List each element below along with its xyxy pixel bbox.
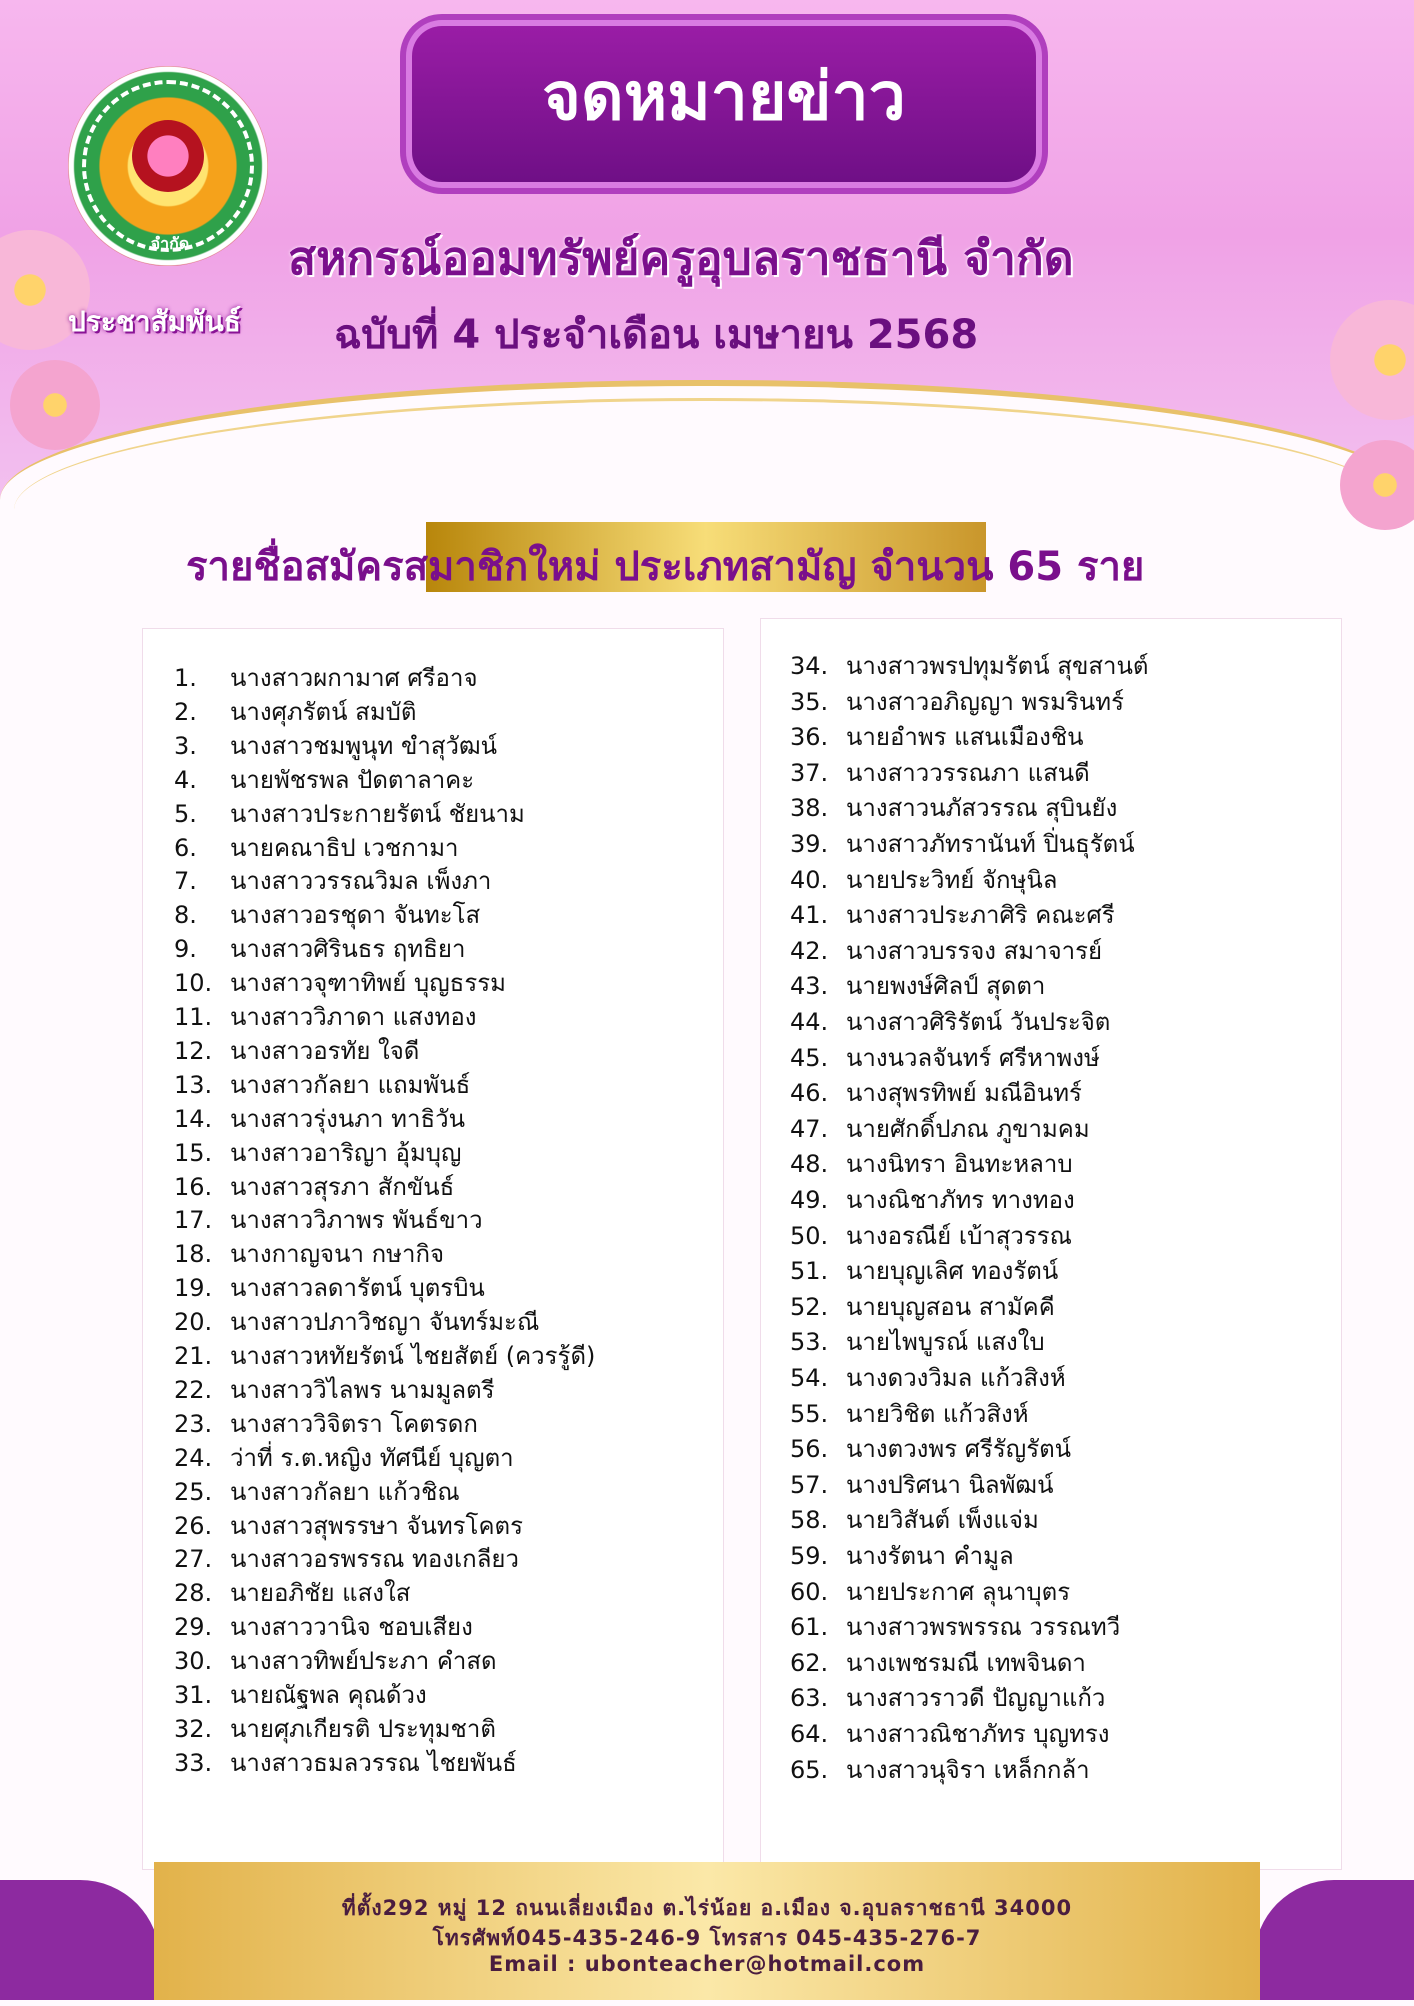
member-name: นายคณาธิป เวชกามา [230,833,459,862]
member-name: นายบุญสอน สามัคคี [846,1292,1055,1321]
member-name: นางสาวอรพรรณ ทองเกลียว [230,1545,519,1574]
flower-icon [10,360,100,450]
member-number: 22. [174,1375,213,1404]
member-name: นายบุญเลิศ ทองรัตน์ [846,1257,1059,1286]
member-row [790,895,1115,934]
member-number: 61. [790,1613,829,1642]
member-row [790,717,1084,756]
member-number: 5. [174,799,197,828]
member-row [790,1251,1058,1290]
member-number: 53. [790,1328,829,1357]
member-number: 54. [790,1364,829,1392]
member-number: 4. [174,765,197,794]
member-name: นางสาวนภัสวรรณ สุบินยัง [846,794,1118,823]
member-name: นางสาวกัลยา แก้วชิณ [230,1477,460,1506]
member-number: 57. [790,1470,829,1499]
member-row [790,1073,1082,1112]
member-number: 38. [790,794,829,823]
member-name: นางสาววานิจ ชอบเสียง [230,1613,473,1642]
member-number: 63. [790,1684,829,1713]
member-row [790,1144,1073,1183]
member-number: 41. [790,901,829,930]
member-name: นางสาวศิรินธร ฤทธิยา [230,935,466,964]
member-number: 40. [790,865,829,894]
member-name: นางสาวผกามาศ ศรีอาจ [230,664,478,692]
section-heading: รายชื่อสมัครสมาชิกใหม่ ประเภทสามัญ จำนวน 65 ราย [186,544,1145,590]
member-number: 30. [174,1647,213,1676]
member-number: 42. [790,936,829,965]
member-number: 31. [174,1681,213,1709]
issue-info: ฉบับที่ 4 ประจำเดือน เมษายน 2568 [334,312,979,358]
member-name: นางสาวกัลยา แถมพันธ์ [230,1070,471,1099]
member-row [790,1465,1054,1504]
member-row [790,966,1045,1005]
member-number: 18. [174,1240,213,1269]
member-row [790,1358,1066,1397]
member-name: นางสาวชมพูนุท ขำสุวัฒน์ [230,731,498,760]
member-name: นายอำพร แสนเมืองชิน [846,723,1084,752]
member-number: 7. [174,867,197,896]
member-number: 28. [174,1579,213,1608]
member-row [790,860,1057,899]
member-number: 33. [174,1748,213,1777]
member-number: 47. [790,1114,829,1143]
member-number: 36. [790,723,829,752]
member-row [790,1714,1110,1753]
member-row [790,824,1135,863]
member-row [790,646,1148,685]
member-number: 55. [790,1399,829,1428]
member-row [790,1500,1039,1539]
member-number: 2. [174,697,197,726]
member-number: 16. [174,1172,213,1201]
member-name: นางสาวทิพย์ประภา คำสด [230,1647,497,1676]
logo-label: จำกัด [150,234,190,253]
member-number: 14. [174,1104,213,1133]
member-number: 9. [174,935,197,964]
member-name: นางสาวศิริรัตน์ วันประจิต [846,1008,1111,1036]
member-name: นางปริศนา นิลพัฒน์ [846,1470,1054,1499]
member-number: 46. [790,1079,829,1108]
member-number: 32. [174,1714,213,1743]
member-number: 3. [174,731,197,760]
member-row [790,1038,1100,1077]
member-number: 44. [790,1008,829,1036]
member-name: นางสาวอรทัย ใจดี [230,1036,420,1065]
member-row [790,1572,1070,1611]
member-number: 50. [790,1221,829,1250]
member-row [790,1678,1105,1717]
member-name: นายประวิทย์ จักษุนิล [846,865,1058,894]
member-name: ว่าที่ ร.ต.หญิง ทัศนีย์ บุญตา [230,1443,514,1472]
newsletter-title: จดหมายข่าว [542,58,906,135]
member-name: นางสาววิภาพร พันธ์ขาว [230,1206,483,1235]
member-number: 27. [174,1545,213,1574]
organization-name: สหกรณ์ออมทรัพย์ครูอุบลราชธานี จำกัด [288,231,1074,285]
member-row [790,1287,1055,1326]
member-name: นายพงษ์ศิลป์ สุดตา [846,972,1046,1001]
member-name: นางกาญจนา กษากิจ [230,1240,445,1269]
member-number: 39. [790,830,829,858]
member-number: 49. [790,1186,829,1214]
member-name: นางสาววรรณภา แสนดี [846,758,1090,787]
member-number: 11. [174,1003,213,1031]
member-name: นางสาววิไลพร นามมูลตรี [230,1375,495,1404]
member-name: นางณิชาภัทร ทางทอง [846,1186,1075,1214]
member-name: นายประกาศ ลุนาบุตร [846,1577,1071,1606]
member-name: นางอรณีย์ เบ้าสุวรรณ [846,1221,1072,1250]
member-name: นางสาวสุรภา สักขันธ์ [230,1172,455,1201]
member-name: นางดวงวิมล แก้วสิงห์ [846,1364,1066,1392]
member-number: 24. [174,1443,213,1472]
footer-email[interactable]: Email : ubonteacher@hotmail.com [488,1952,926,1976]
member-number: 58. [790,1506,829,1535]
lotus-icon [132,120,204,192]
member-number: 51. [790,1257,829,1286]
member-name: นายวิสันต์ เพ็งแจ่ม [846,1506,1039,1535]
member-number: 37. [790,758,829,787]
member-name: นางสุพรทิพย์ มณีอินทร์ [846,1079,1082,1108]
member-name: นางสาววิภาดา แสงทอง [230,1003,477,1031]
member-row [790,1429,1071,1468]
member-name: นางสาวอาริญา อุ้มบุญ [230,1138,462,1167]
member-name: นางรัตนา คำมูล [846,1542,1014,1570]
member-number: 17. [174,1206,213,1235]
member-row [790,1180,1075,1219]
member-name: นางสาวภัทรานันท์ ปิ่นธุรัตน์ [846,830,1135,858]
member-name: นางสาวจุฑาทิพย์ บุญธรรม [230,969,506,998]
member-name: นางนิทรา อินทะหลาบ [846,1150,1073,1179]
member-name: นายศุภเกียรติ ประทุมชาติ [230,1714,496,1743]
member-row [790,931,1102,970]
member-row [790,1109,1090,1148]
member-name: นางสาววิจิตรา โคตรดก [230,1409,478,1438]
member-number: 13. [174,1070,213,1099]
member-name: นายณัฐพล คุณด้วง [230,1681,427,1709]
member-number: 45. [790,1043,829,1072]
pr-label: ประชาสัมพันธ์ [68,305,241,338]
member-row [790,753,1090,792]
member-name: นายศักดิ์ปภณ ภูขามคม [846,1114,1090,1143]
member-number: 25. [174,1477,213,1506]
member-number: 26. [174,1511,213,1540]
member-row [790,1607,1120,1646]
member-row [790,1643,1086,1682]
member-name: นางตวงพร ศรีรัญรัตน์ [846,1435,1072,1464]
member-name: นายวิชิต แก้วสิงห์ [846,1399,1029,1428]
footer-phone: โทรศัพท์045-435-246-9 โทรสาร 045-435-276-7 [432,1926,982,1950]
member-number: 62. [790,1648,829,1677]
member-number: 10. [174,969,213,998]
member-row [790,682,1124,721]
member-number: 35. [790,687,829,716]
member-name: นางเพชรมณี เทพจินดา [846,1648,1086,1677]
member-number: 48. [790,1150,829,1179]
member-name: นางสาวนุจิรา เหล็กกล้า [846,1755,1090,1784]
member-name: นางสาวปภาวิชญา จันทร์มะณี [230,1308,540,1337]
member-name: นางสาวอรชุดา จันทะโส [230,901,481,930]
member-row [790,1750,1090,1789]
member-number: 19. [174,1274,213,1303]
member-number: 64. [790,1720,829,1748]
member-number: 59. [790,1542,829,1570]
member-name: นางสาวหทัยรัตน์ ไชยสัตย์ (ควรรู้ดี) [230,1342,596,1370]
member-row [790,1002,1110,1041]
member-name: นางศุภรัตน์ สมบัติ [230,697,417,726]
member-row [790,788,1117,827]
footer-address: ที่ตั้ง292 หมู่ 12 ถนนเลี่ยงเมือง ต.ไร่น้อย อ.เมือง จ.อุบลราชธานี 34000 [341,1896,1073,1920]
member-name: นางสาวบรรจง สมาจารย์ [846,936,1103,965]
member-number: 23. [174,1409,213,1438]
member-name: นางสาวอภิญญา พรมรินทร์ [846,687,1124,716]
member-name: นางสาวประภาศิริ คณะศรี [846,901,1115,930]
member-name: นางสาวณิชาภัทร บุญทรง [846,1720,1110,1748]
member-name: นางสาวพรปทุมรัตน์ สุขสานต์ [846,652,1149,680]
member-number: 15. [174,1138,213,1167]
member-name: นางสาวลดารัตน์ บุตรบิน [230,1274,485,1303]
member-number: 1. [174,664,197,692]
member-row [790,1536,1014,1575]
member-number: 65. [790,1755,829,1784]
member-name: นางนวลจันทร์ ศรีหาพงษ์ [846,1043,1100,1072]
member-number: 8. [174,901,197,930]
member-name: นายพัชรพล ปัดตาลาคะ [230,765,475,794]
member-row [174,1743,517,1782]
member-number: 29. [174,1613,213,1642]
member-name: นางสาวรุ่งนภา ทาธิวัน [230,1104,465,1133]
member-name: นางสาวธมลวรรณ ไชยพันธ์ [230,1748,517,1777]
member-number: 12. [174,1036,213,1065]
member-number: 21. [174,1342,213,1370]
member-number: 34. [790,652,829,680]
member-name: นางสาวราวดี ปัญญาแก้ว [846,1684,1106,1713]
member-row [790,1216,1072,1255]
member-name: นายไพบูรณ์ แสงใบ [846,1328,1045,1357]
member-row [790,1394,1029,1433]
member-name: นางสาวสุพรรษา จันทรโคตร [230,1511,523,1540]
member-name: นางสาววรรณวิมล เพ็งภา [230,867,492,896]
member-number: 60. [790,1577,829,1606]
member-row [790,1322,1045,1361]
member-number: 6. [174,833,197,862]
member-name: นายอภิชัย แสงใส [230,1579,411,1608]
member-number: 43. [790,972,829,1001]
member-name: นางสาวพรพรรณ วรรณทวี [846,1613,1121,1642]
member-name: นางสาวประกายรัตน์ ชัยนาม [230,799,525,828]
member-number: 20. [174,1308,213,1337]
member-number: 56. [790,1435,829,1464]
member-number: 52. [790,1292,829,1321]
